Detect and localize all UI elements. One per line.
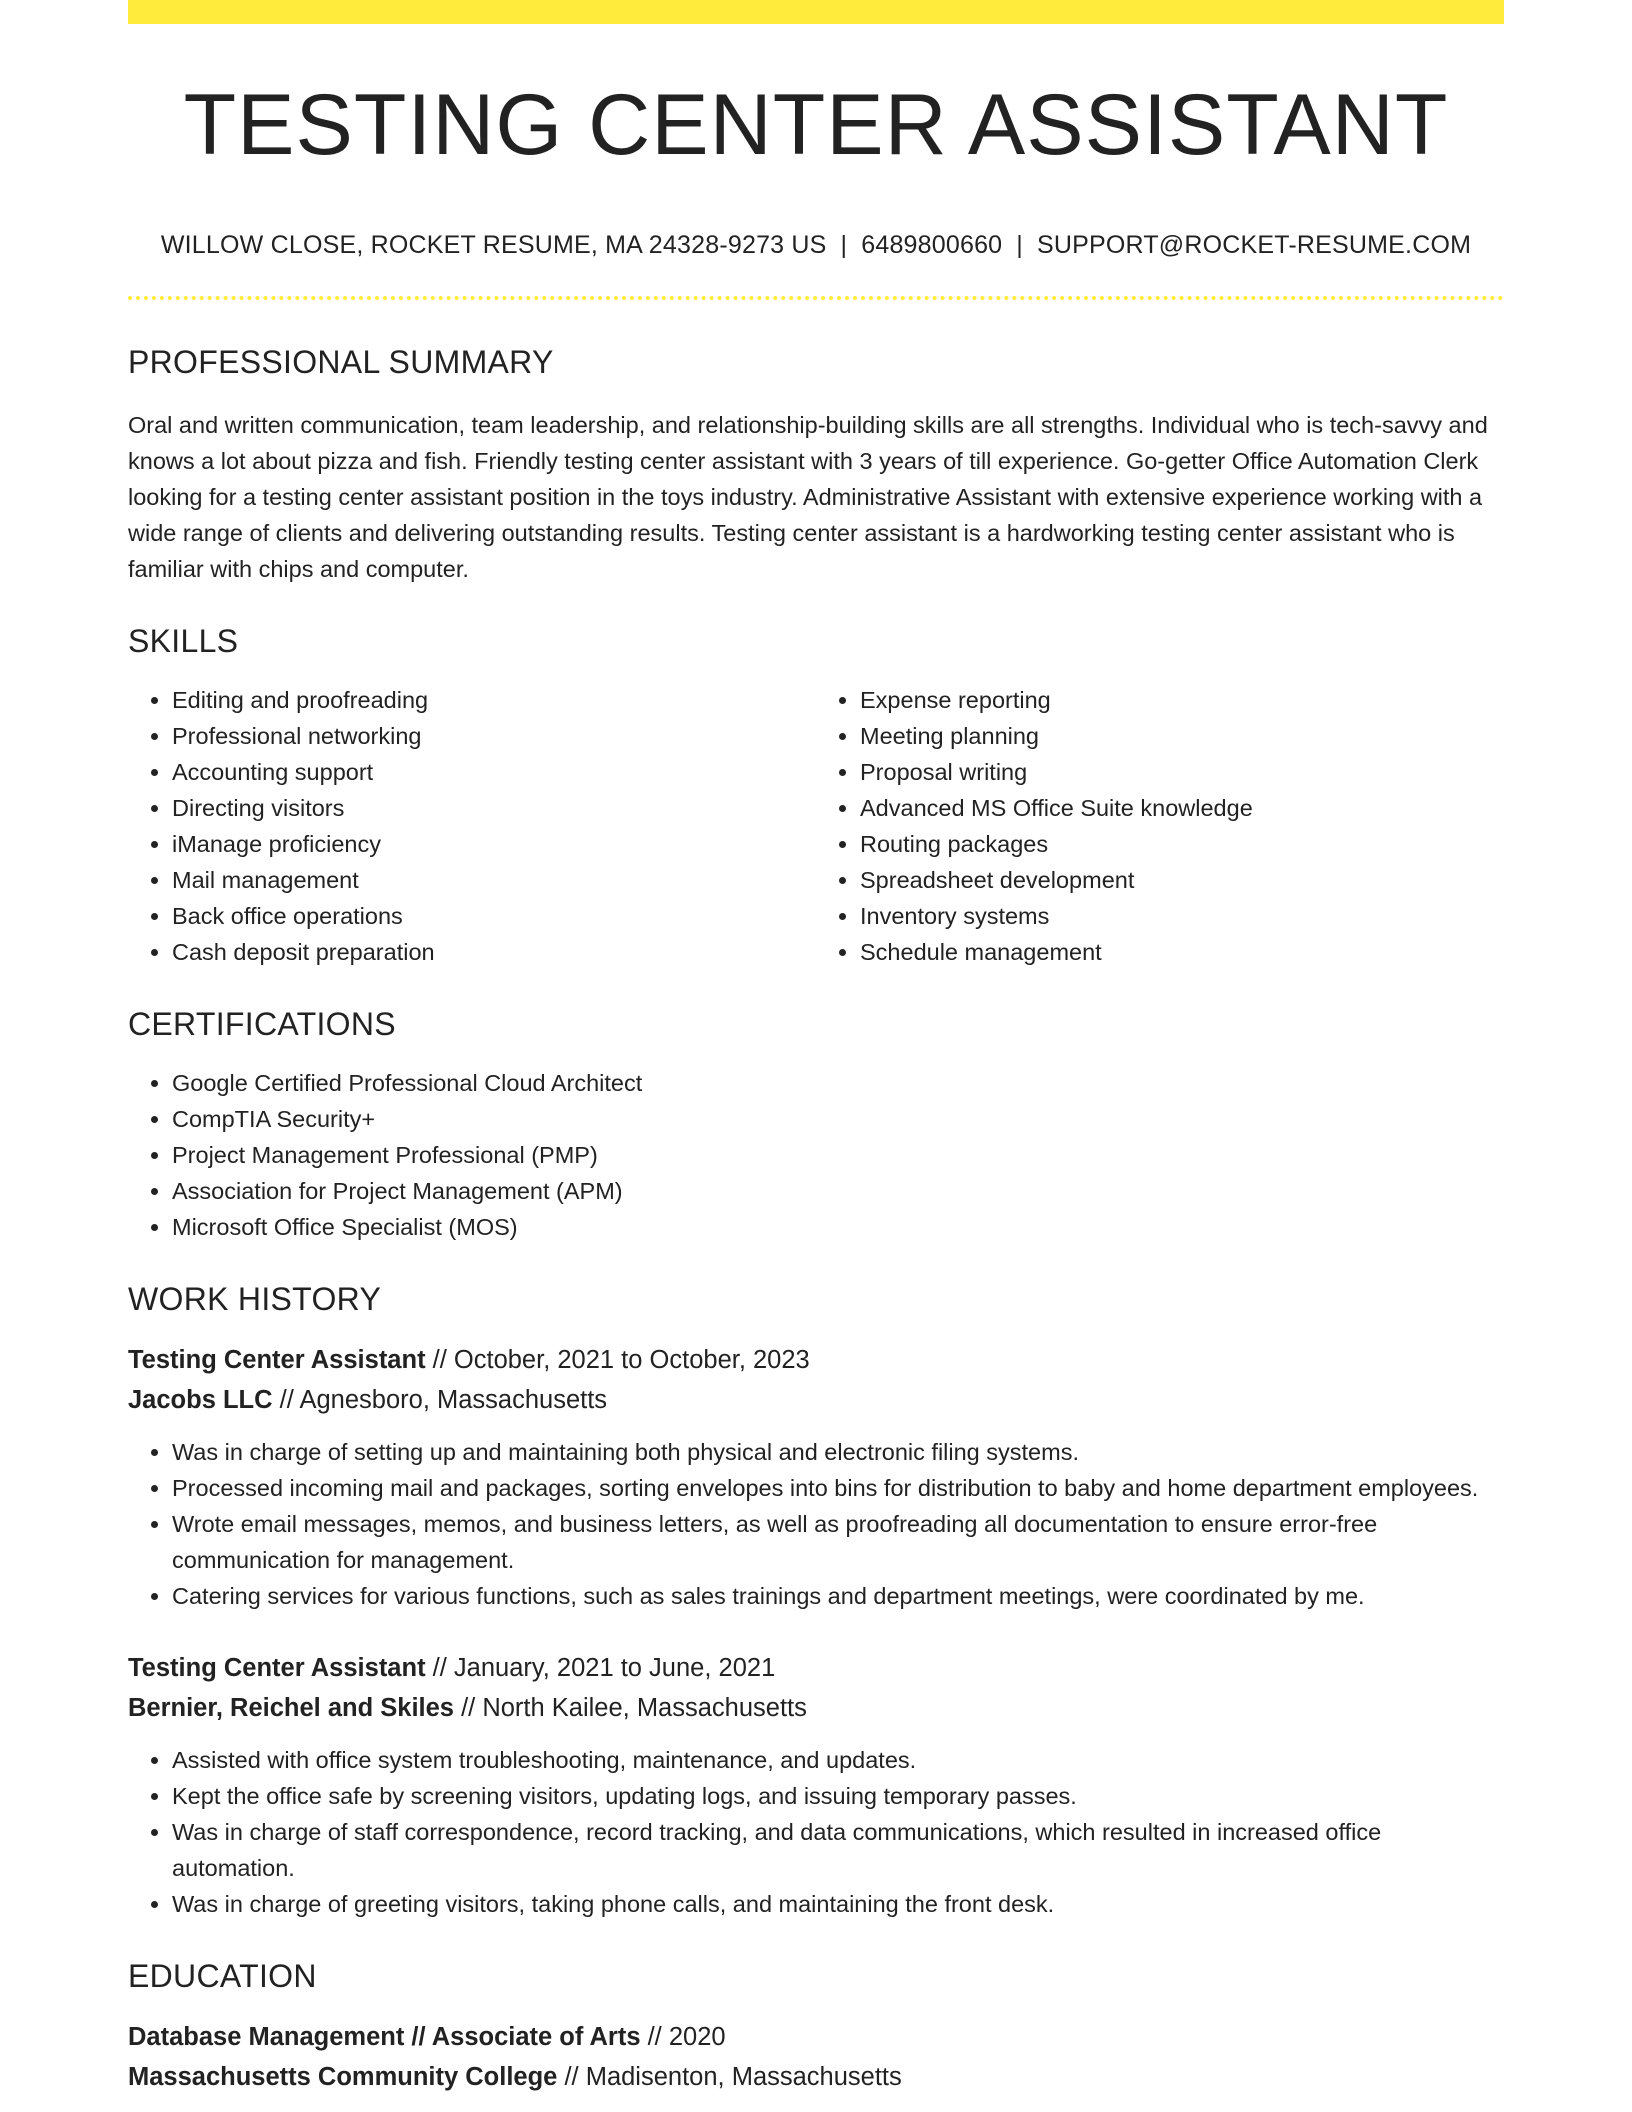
job-location: // North Kailee, Massachusetts xyxy=(453,1693,807,1722)
skill-item: • Spreadsheet development xyxy=(860,862,1504,898)
certification-item: • Association for Project Management (APM) xyxy=(172,1173,1504,1209)
work-history-heading: WORK HISTORY xyxy=(128,1280,382,1317)
job-dates: // October, 2021 to October, 2023 xyxy=(425,1345,810,1374)
job-bullet: • Kept the office safe by screening visitors, updating logs, and issuing temporary passes. xyxy=(172,1778,1504,1814)
job-bullets xyxy=(128,1434,1504,1614)
skill-item: • Mail management xyxy=(172,862,816,898)
contact-line xyxy=(128,231,1504,260)
job-company-line xyxy=(128,1380,1504,1420)
skill-item: • Back office operations xyxy=(172,898,816,934)
job-title-line xyxy=(128,1648,1504,1688)
job-bullet: • Was in charge of setting up and maintaining both physical and electronic filing systems. xyxy=(172,1434,1504,1470)
job-entry xyxy=(128,1648,1504,1922)
certification-item: • CompTIA Security+ xyxy=(172,1101,1504,1137)
skill-item: • Professional networking xyxy=(172,718,816,754)
skill-item: • Editing and proofreading xyxy=(172,682,816,718)
job-company-line xyxy=(128,1688,1504,1728)
certification-item: • Project Management Professional (PMP) xyxy=(172,1137,1504,1173)
job-role: Testing Center Assistant xyxy=(128,1345,426,1374)
skills-list-right xyxy=(816,682,1504,970)
education-section xyxy=(128,1958,1504,2097)
contact-separator: | xyxy=(840,230,848,259)
certifications-list xyxy=(128,1065,1504,1245)
job-role: Testing Center Assistant xyxy=(128,1653,426,1682)
education-heading: EDUCATION xyxy=(128,1957,317,1994)
education-degree-line xyxy=(128,2017,1504,2057)
skills-section xyxy=(128,623,1504,970)
contact-address: WILLOW CLOSE, ROCKET RESUME, MA 24328-9273 US xyxy=(160,230,827,259)
job-bullet: • Assisted with office system troubleshooting, maintenance, and updates. xyxy=(172,1742,1504,1778)
certifications-heading: CERTIFICATIONS xyxy=(128,1005,396,1042)
skill-item: • Directing visitors xyxy=(172,790,816,826)
certification-item: • Microsoft Office Specialist (MOS) xyxy=(172,1209,1504,1245)
skill-item: • Routing packages xyxy=(860,826,1504,862)
job-bullet: • Was in charge of greeting visitors, taking phone calls, and maintaining the front desk. xyxy=(172,1886,1504,1922)
education-year: // 2020 xyxy=(640,2022,726,2051)
resume-page xyxy=(128,0,1504,2097)
certification-item: • Google Certified Professional Cloud Architect xyxy=(172,1065,1504,1101)
skill-item: • Cash deposit preparation xyxy=(172,934,816,970)
job-location: // Agnesboro, Massachusetts xyxy=(272,1385,608,1414)
skill-item: • Accounting support xyxy=(172,754,816,790)
skill-item: • Inventory systems xyxy=(860,898,1504,934)
skills-heading: SKILLS xyxy=(128,622,239,659)
education-entry xyxy=(128,2017,1504,2097)
job-company: Jacobs LLC xyxy=(128,1385,273,1414)
skill-item: • Proposal writing xyxy=(860,754,1504,790)
dotted-divider xyxy=(128,296,1504,300)
job-entry xyxy=(128,1340,1504,1614)
job-bullet: • Wrote email messages, memos, and business letters, as well as proofreading all documentation to ensure error-free communication for management. xyxy=(172,1506,1504,1578)
skill-item: • Expense reporting xyxy=(860,682,1504,718)
job-header xyxy=(128,1648,1504,1728)
skill-item: • Schedule management xyxy=(860,934,1504,970)
certifications-section xyxy=(128,1006,1504,1245)
job-bullet: • Was in charge of staff correspondence, record tracking, and data communications, which resulted in increased office automation. xyxy=(172,1814,1504,1886)
job-bullet: • Catering services for various functions, such as sales trainings and department meetings, were coordinated by me. xyxy=(172,1578,1504,1614)
education-location: // Madisenton, Massachusetts xyxy=(557,2062,902,2091)
job-bullets xyxy=(128,1742,1504,1922)
skill-item: • Advanced MS Office Suite knowledge xyxy=(860,790,1504,826)
job-bullet: • Processed incoming mail and packages, sorting envelopes into bins for distribution to baby and home department employees. xyxy=(172,1470,1504,1506)
contact-separator: | xyxy=(1016,230,1023,259)
education-degree: Database Management // Associate of Arts xyxy=(128,2022,641,2051)
job-dates: // January, 2021 to June, 2021 xyxy=(425,1653,776,1682)
accent-top-bar xyxy=(128,0,1504,24)
education-school-line xyxy=(128,2057,1504,2097)
contact-phone: 6489800660 xyxy=(861,230,1003,259)
contact-email: SUPPORT@ROCKET-RESUME.COM xyxy=(1037,230,1472,259)
job-header xyxy=(128,1340,1504,1420)
summary-heading: PROFESSIONAL SUMMARY xyxy=(128,343,554,380)
resume-title: TESTING CENTER ASSISTANT xyxy=(183,77,1449,173)
job-title-line xyxy=(128,1340,1504,1380)
skill-item: • Meeting planning xyxy=(860,718,1504,754)
skill-item: • iManage proficiency xyxy=(172,826,816,862)
skills-grid xyxy=(128,682,1504,970)
summary-text: Oral and written communication, team leadership, and relationship-building skills are all strengths. Individual who is tech-savvy and knows a lot about pizza and fish. Friendly testing center assistant with 3 years of till experience. Go-getter Office Automation Clerk looking for a testing center assistant position in the toys industry. Administrative Assistant with extensive experience working with a wide range of clients and delivering outstanding results. Testing center assistant is a hardworking testing center assistant who is familiar with chips and computer. xyxy=(128,411,1488,582)
work-history-section xyxy=(128,1281,1504,1922)
job-company: Bernier, Reichel and Skiles xyxy=(128,1693,454,1722)
skills-list-left xyxy=(128,682,816,970)
education-school: Massachusetts Community College xyxy=(128,2062,558,2091)
